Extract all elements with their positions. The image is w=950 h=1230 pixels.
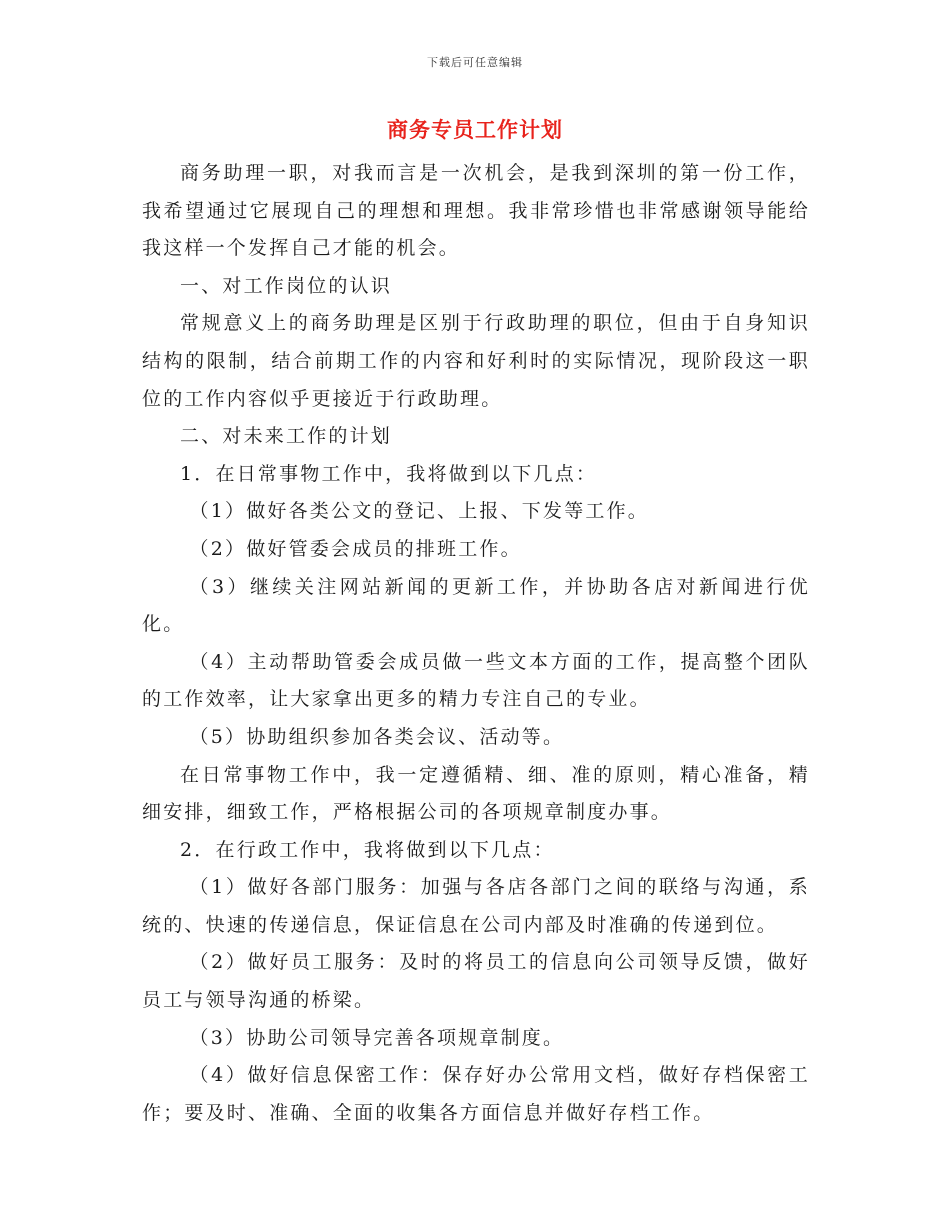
document-body <box>142 155 810 1132</box>
subsection-heading-1: 1．在日常事物工作中，我将做到以下几点： <box>180 462 598 485</box>
list-item: （5）协助组织参加各类会议、活动等。 <box>189 725 565 748</box>
paragraph-principle: 在日常事物工作中，我一定遵循精、细、准的原则，精心准备，精细安排，细致工作，严格根据公司的各项规章制度办事。 <box>142 763 810 824</box>
list-item: （3）继续关注网站新闻的更新工作，并协助各店对新闻进行优化。 <box>142 575 810 636</box>
paragraph-role: 常规意义上的商务助理是区别于行政助理的职位，但由于自身知识结构的限制，结合前期工作的内容和好利时的实际情况，现阶段这一职位的工作内容似乎更接近于行政助理。 <box>142 312 810 410</box>
list-item: （4）主动帮助管委会成员做一些文本方面的工作，提高整个团队的工作效率，让大家拿出更多的精力专注自己的专业。 <box>142 650 810 711</box>
list-item: （1）做好各部门服务：加强与各店各部门之间的联络与沟通，系统的、快速的传递信息，保证信息在公司内部及时准确的传递到位。 <box>142 876 810 936</box>
list-item: （2）做好管委会成员的排班工作。 <box>189 537 522 560</box>
document-title: 商务专员工作计划 <box>387 117 563 142</box>
subsection-heading-2: 2．在行政工作中，我将做到以下几点： <box>180 838 555 861</box>
header-note: 下载后可任意编辑 <box>427 56 523 69</box>
section-heading-2: 二、对未来工作的计划 <box>180 425 393 448</box>
list-item: （4）做好信息保密工作：保存好办公常用文档，做好存档保密工作；要及时、准确、全面的收集各方面信息并做好存档工作。 <box>142 1064 810 1124</box>
paragraph-intro: 商务助理一职，对我而言是一次机会，是我到深圳的第一份工作，我希望通过它展现自己的理想和理想。我非常珍惜也非常感谢领导能给我这样一个发挥自己才能的机会。 <box>142 162 810 260</box>
list-item: （1）做好各类公文的登记、上报、下发等工作。 <box>189 500 649 523</box>
list-item: （3）协助公司领导完善各项规章制度。 <box>189 1026 565 1049</box>
list-item: （2）做好员工服务：及时的将员工的信息向公司领导反馈，做好员工与领导沟通的桥梁。 <box>142 951 810 1012</box>
section-heading-1: 一、对工作岗位的认识 <box>180 274 393 297</box>
